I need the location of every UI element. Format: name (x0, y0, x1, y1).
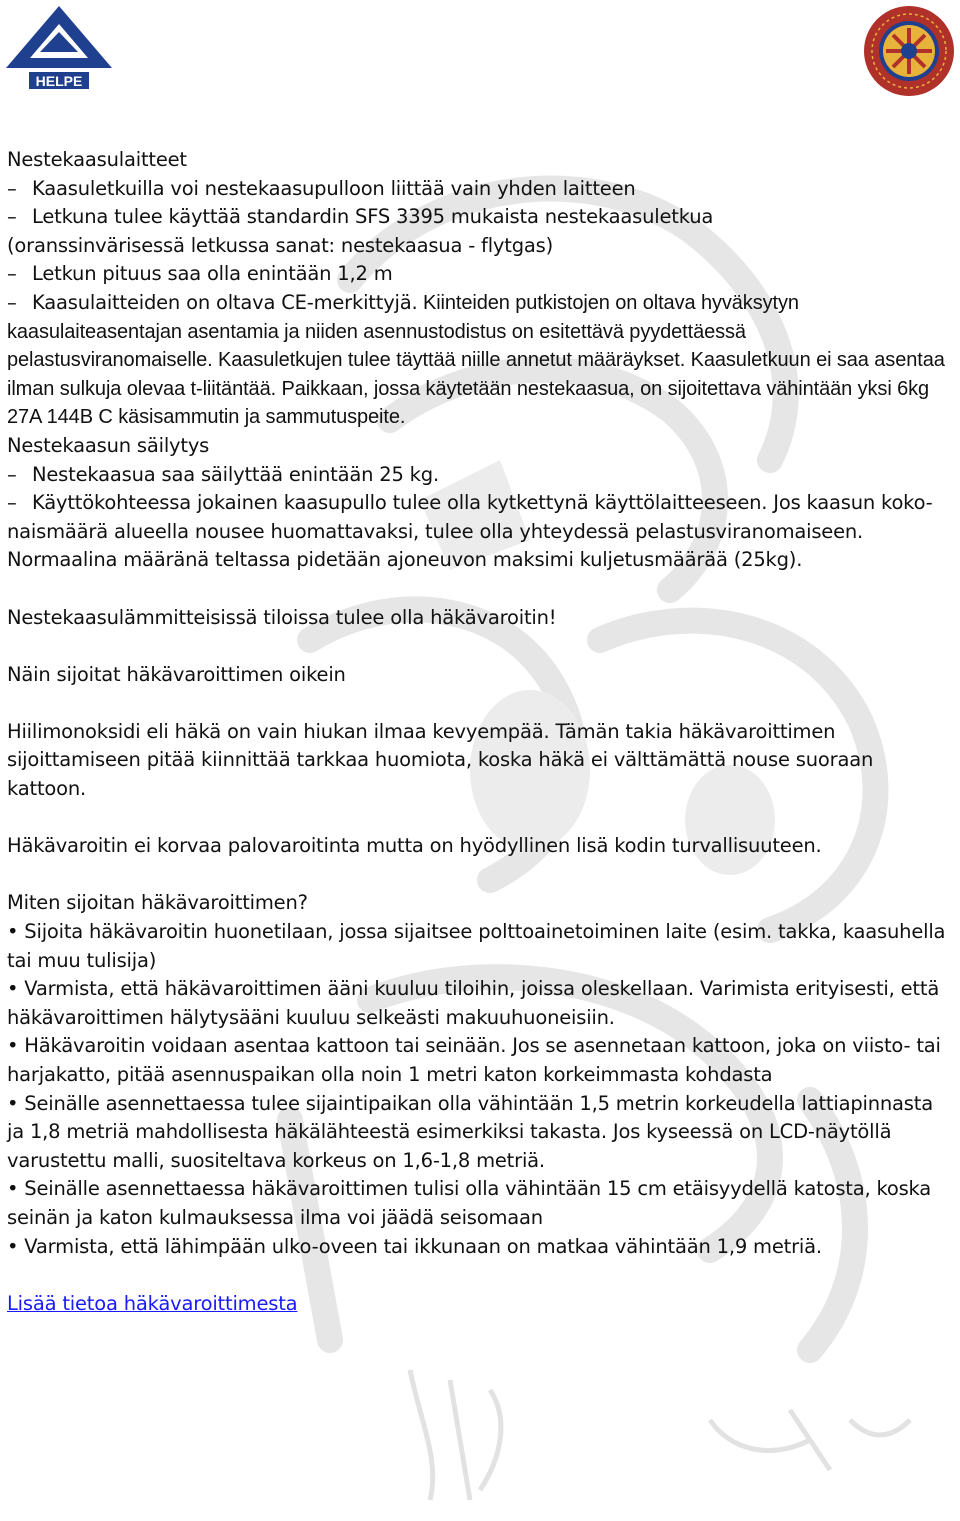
question-heading: Miten sijoitan häkävaroittimen? (7, 891, 308, 915)
list-item (7, 175, 955, 204)
helpe-logo (0, 0, 118, 92)
more-info-link[interactable]: Lisää tietoa häkävaroittimesta (7, 1291, 298, 1315)
list-item-text: Kaasuletkuilla voi nestekaasupulloon liittää vain yhden laitteen (32, 176, 636, 200)
bullet-item: • Seinälle asennettaessa häkävaroittimen tulisi olla vähintään 15 cm etäisyydellä katosta, koska seinän ja katon kulmauksessa ilma voi jäädä seisomaan (7, 1177, 932, 1229)
dash-marker: – (7, 176, 17, 200)
dash-marker: – (7, 290, 17, 314)
paragraph: Hiilimonoksidi eli häkä on vain hiukan ilmaa kevyempää. Tämän takia häkävaroittimen sijoittamiseen pitää kiinnittää tarkkaa huomiota, koska häkä ei välttämättä nouse suoraan kattoon. (7, 719, 874, 801)
howto-title: Näin sijoitat häkävaroittimen oikein (7, 662, 346, 686)
list-item (7, 489, 955, 575)
list-item (7, 461, 955, 490)
section-title-storage: Nestekaasun säilytys (7, 433, 210, 457)
list-item (7, 289, 955, 432)
dash-marker: – (7, 462, 17, 486)
list-item-text: Letkun pituus saa olla enintään 1,2 m (32, 262, 393, 286)
list-item-continuation: (oranssinvärisessä letkussa sanat: nestekaasua - flytgas) (7, 233, 553, 257)
pelastusliitto-seal (862, 4, 956, 98)
list-item (7, 260, 955, 289)
bullet-item: • Varmista, että lähimpään ulko-oveen tai ikkunaan on matkaa vähintään 1,9 metriä. (7, 1234, 822, 1258)
bullet-item: • Häkävaroitin voidaan asentaa kattoon tai seinään. Jos se asennetaan kattoon, joka on viisto- tai harjakatto, pitää asennuspaikan olla noin 1 metri katon korkeimmasta kohdasta (7, 1034, 941, 1086)
list-item-text: Käyttökohteessa jokainen kaasupullo tulee olla kytkettynä käyttölaitteeseen. Jos kaasun koko-naismäärä alueella nousee huomattavaksi, tulee olla yhteydessä pelastusviranomaiseen. Normaalina määränä teltassa pidetään ajoneuvon maksimi kuljetusmäärää (25kg). (7, 491, 933, 572)
notice-text: Nestekaasulämmitteisissä tiloissa tulee olla häkävaroitin! (7, 605, 557, 629)
section-title-equipment: Nestekaasulaitteet (7, 148, 187, 171)
bullet-item: • Varmista, että häkävaroittimen ääni kuuluu tiloihin, joissa oleskellaan. Varimista erityisesti, että häkävaroittimen hälytysääni kuuluu selkeästi makuuhuoneisiin. (7, 977, 940, 1029)
bullet-item: • Sijoita häkävaroitin huonetilaan, jossa sijaitsee polttoainetoiminen laite (esim. takka, kaasuhella tai muu tulisija) (7, 920, 946, 972)
list-item-text: Nestekaasua saa säilyttää enintään 25 kg. (32, 462, 439, 486)
bullet-item: • Seinälle asennettaessa tulee sijaintipaikan olla vähintään 1,5 metrin korkeudella lattiapinnasta ja 1,8 metriä mahdollisesta häkälähteestä esimerkiksi takasta. Jos kyseessä on LCD-näytöllä varustettu malli, suositeltava korkeus on 1,6-1,8 metriä. (7, 1091, 933, 1172)
list-item (7, 203, 955, 232)
header (0, 0, 960, 100)
list-item-text-cont: Kiinteiden putkistojen on oltava hyväksytyn kaasulaiteasentajan asentamia ja niiden asennustodistus on esitettävä pyydettäessä pelastusviranomaiselle. Kaasuletkujen tulee täyttää niille annetut määräykset. Kaasuletkuun ei saa asentaa ilman sulkuja olevaa t-liitäntää. Paikkaan, jossa käytetään nestekaasua, on sijoitettava vähintään yksi 6kg 27A 144B C käsisammutin ja sammutuspeite. (7, 291, 945, 429)
document-body (7, 146, 955, 1318)
dash-marker: – (7, 491, 17, 515)
dash-marker: – (7, 205, 17, 229)
list-item-text: Letkuna tulee käyttää standardin SFS 3395 mukaista nestekaasuletkua (32, 205, 714, 229)
list-item-text: Kaasulaitteiden on oltava CE-merkittyjä. (32, 290, 418, 314)
paragraph: Häkävaroitin ei korvaa palovaroitinta mutta on hyödyllinen lisä kodin turvallisuuteen. (7, 834, 822, 858)
dash-marker: – (7, 262, 17, 286)
helpe-logo-text: HELPE (35, 73, 83, 89)
